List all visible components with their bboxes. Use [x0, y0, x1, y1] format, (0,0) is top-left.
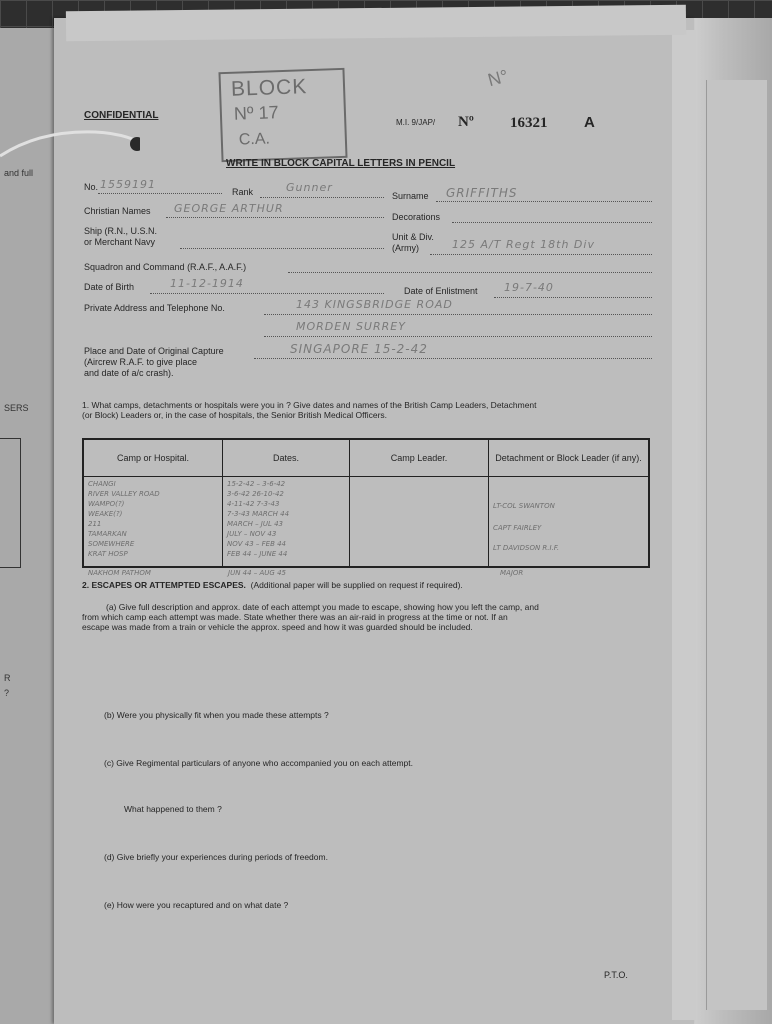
question-2e-text: (e) How were you recaptured and on what date ? — [104, 900, 289, 910]
list-item: WAMPO(?) — [88, 500, 125, 508]
capture-label: and date of a/c crash). — [84, 368, 174, 378]
camps-table — [82, 438, 650, 568]
field-line — [264, 314, 652, 315]
enlistment-label: Date of Enlistment — [404, 286, 478, 296]
paper-stack-right-inner — [706, 80, 767, 1010]
ship-label: or Merchant Navy — [84, 237, 156, 247]
list-item: TAMARKAN — [88, 530, 127, 538]
capture-value: SINGAPORE 15-2-42 — [290, 342, 428, 356]
list-item: SOMEWHERE — [88, 540, 135, 548]
list-item: 4-11-42 7-3-43 — [227, 500, 280, 508]
surname-value: GRIFFITHS — [446, 186, 518, 200]
field-line — [180, 248, 384, 249]
field-line — [452, 222, 652, 223]
service-no-label: No. — [84, 182, 99, 192]
field-line — [98, 193, 222, 194]
field-line — [288, 272, 652, 273]
list-item-overflow: JUN 44 – AUG 45 — [228, 569, 286, 577]
stamp-text: C.A. — [238, 130, 271, 149]
table-header: Camp Leader. — [350, 439, 489, 477]
table-cell-camps — [83, 477, 223, 568]
question-2b-text: (b) Were you physically fit when you made these attempts ? — [104, 710, 329, 720]
question-2a-text: from which camp each attempt was made. State whether there was an air-raid in progress at the time or not. If an — [82, 612, 508, 622]
left-fragment: and full — [4, 168, 34, 178]
list-item: CHANGI — [88, 480, 116, 488]
corner-handwritten-mark: N° — [485, 65, 511, 91]
list-item: JULY – NOV 43 — [227, 530, 277, 538]
list-item: KRAT HOSP — [88, 550, 128, 558]
reference-code: M.I. 9/JAP/ — [396, 118, 436, 127]
pto-label: P.T.O. — [604, 970, 628, 980]
question-2d-text: (d) Give briefly your experiences during periods of freedom. — [104, 852, 328, 862]
left-sheet — [0, 28, 59, 1024]
table-cell-dates — [223, 477, 350, 568]
list-item: NOV 43 – FEB 44 — [227, 540, 287, 548]
table-header: Camp or Hospital. — [83, 439, 223, 477]
left-fragment: ? — [4, 688, 10, 698]
squadron-label: Squadron and Command (R.A.F., A.A.F.) — [84, 262, 247, 272]
table-cell-detachment — [489, 477, 650, 568]
list-item: WEAKE(?) — [88, 510, 123, 518]
field-line — [430, 254, 652, 255]
question-2c-sub-text: What happened to them ? — [124, 804, 222, 814]
question-1-text: 1. What camps, detachments or hospitals were you in ? Give dates and names of the British Camp Leaders, Detachment — [82, 400, 537, 410]
ship-label: Ship (R.N., U.S.N. — [84, 226, 158, 236]
service-no-value: 1559191 — [100, 178, 156, 191]
capture-label: Place and Date of Original Capture — [84, 346, 224, 356]
field-line — [254, 358, 652, 359]
list-item: 3-6-42 26-10-42 — [227, 490, 284, 498]
surname-label: Surname — [392, 191, 429, 201]
list-item-overflow: NAKHOM PATHOM — [88, 569, 151, 577]
field-line — [436, 201, 652, 202]
dob-value: 11-12-1914 — [170, 277, 244, 290]
question-2a-text: escape was made from a train or vehicle the approx. speed and how it was guarded should be included. — [82, 622, 473, 632]
left-table-fragment — [0, 438, 21, 568]
dob-label: Date of Birth — [84, 282, 135, 292]
rank-value: Gunner — [286, 181, 333, 194]
unit-value: 125 A/T Regt 18th Div — [452, 238, 595, 251]
unit-label: (Army) — [392, 243, 419, 253]
capture-label: (Aircrew R.A.F. to give place — [84, 357, 198, 367]
page-edge — [672, 30, 696, 1020]
question-2c-text: (c) Give Regimental particulars of anyone who accompanied you on each attempt. — [104, 758, 413, 768]
list-item: FEB 44 – JUNE 44 — [227, 550, 288, 558]
confidential-label: CONFIDENTIAL — [84, 110, 159, 121]
field-line — [166, 217, 384, 218]
field-line — [264, 336, 652, 337]
question-2-title — [82, 580, 463, 590]
table-cell-leader — [350, 477, 489, 568]
stamp-text: Nº 17 — [233, 102, 279, 124]
form-suffix: A — [584, 114, 595, 131]
table-header: Dates. — [223, 439, 350, 477]
field-line — [150, 293, 384, 294]
list-item: MARCH – JUL 43 — [227, 520, 284, 528]
block-stamp — [218, 68, 347, 162]
left-fragment: R — [4, 673, 11, 683]
address-value: 143 KINGSBRIDGE ROAD — [296, 298, 453, 311]
address-value: MORDEN SURREY — [296, 320, 406, 333]
list-item: 211 — [88, 520, 102, 528]
list-item-overflow: MAJOR — [500, 569, 524, 577]
table-header: Detachment or Block Leader (if any). — [489, 439, 650, 477]
christian-names-label: Christian Names — [84, 206, 151, 216]
unit-label: Unit & Div. — [392, 232, 434, 242]
list-item: RIVER VALLEY ROAD — [88, 490, 160, 498]
question-2a-text: (a) Give full description and approx. date of each attempt you made to escape, showing how you left the camp, and — [106, 602, 539, 612]
address-label: Private Address and Telephone No. — [84, 303, 225, 313]
list-item: 15-2-42 – 3-6-42 — [227, 480, 286, 488]
enlistment-value: 19-7-40 — [504, 281, 554, 294]
question-2-note: (Additional paper will be supplied on request if required). — [250, 580, 463, 590]
field-line — [494, 297, 652, 298]
decorations-label: Decorations — [392, 212, 441, 222]
christian-names-value: GEORGE ARTHUR — [174, 202, 284, 215]
tie-string — [0, 120, 140, 160]
number-label: Nº — [458, 114, 474, 130]
instruction-heading: WRITE IN BLOCK CAPITAL LETTERS IN PENCIL — [226, 158, 456, 169]
stamp-text: BLOCK — [230, 75, 308, 101]
list-item: CAPT FAIRLEY — [493, 524, 542, 532]
field-line — [260, 197, 384, 198]
question-1-text: (or Block) Leaders or, in the case of hospitals, the Senior British Medical Officers. — [82, 410, 388, 420]
left-fragment: SERS — [4, 403, 29, 413]
form-number: 16321 — [510, 115, 548, 131]
list-item: 7-3-43 MARCH 44 — [227, 510, 290, 518]
list-item: LT DAVIDSON R.I.F. — [493, 544, 560, 552]
rank-label: Rank — [232, 187, 254, 197]
list-item: LT-COL SWANTON — [493, 502, 555, 510]
question-2-heading: 2. ESCAPES OR ATTEMPTED ESCAPES. — [82, 580, 246, 590]
